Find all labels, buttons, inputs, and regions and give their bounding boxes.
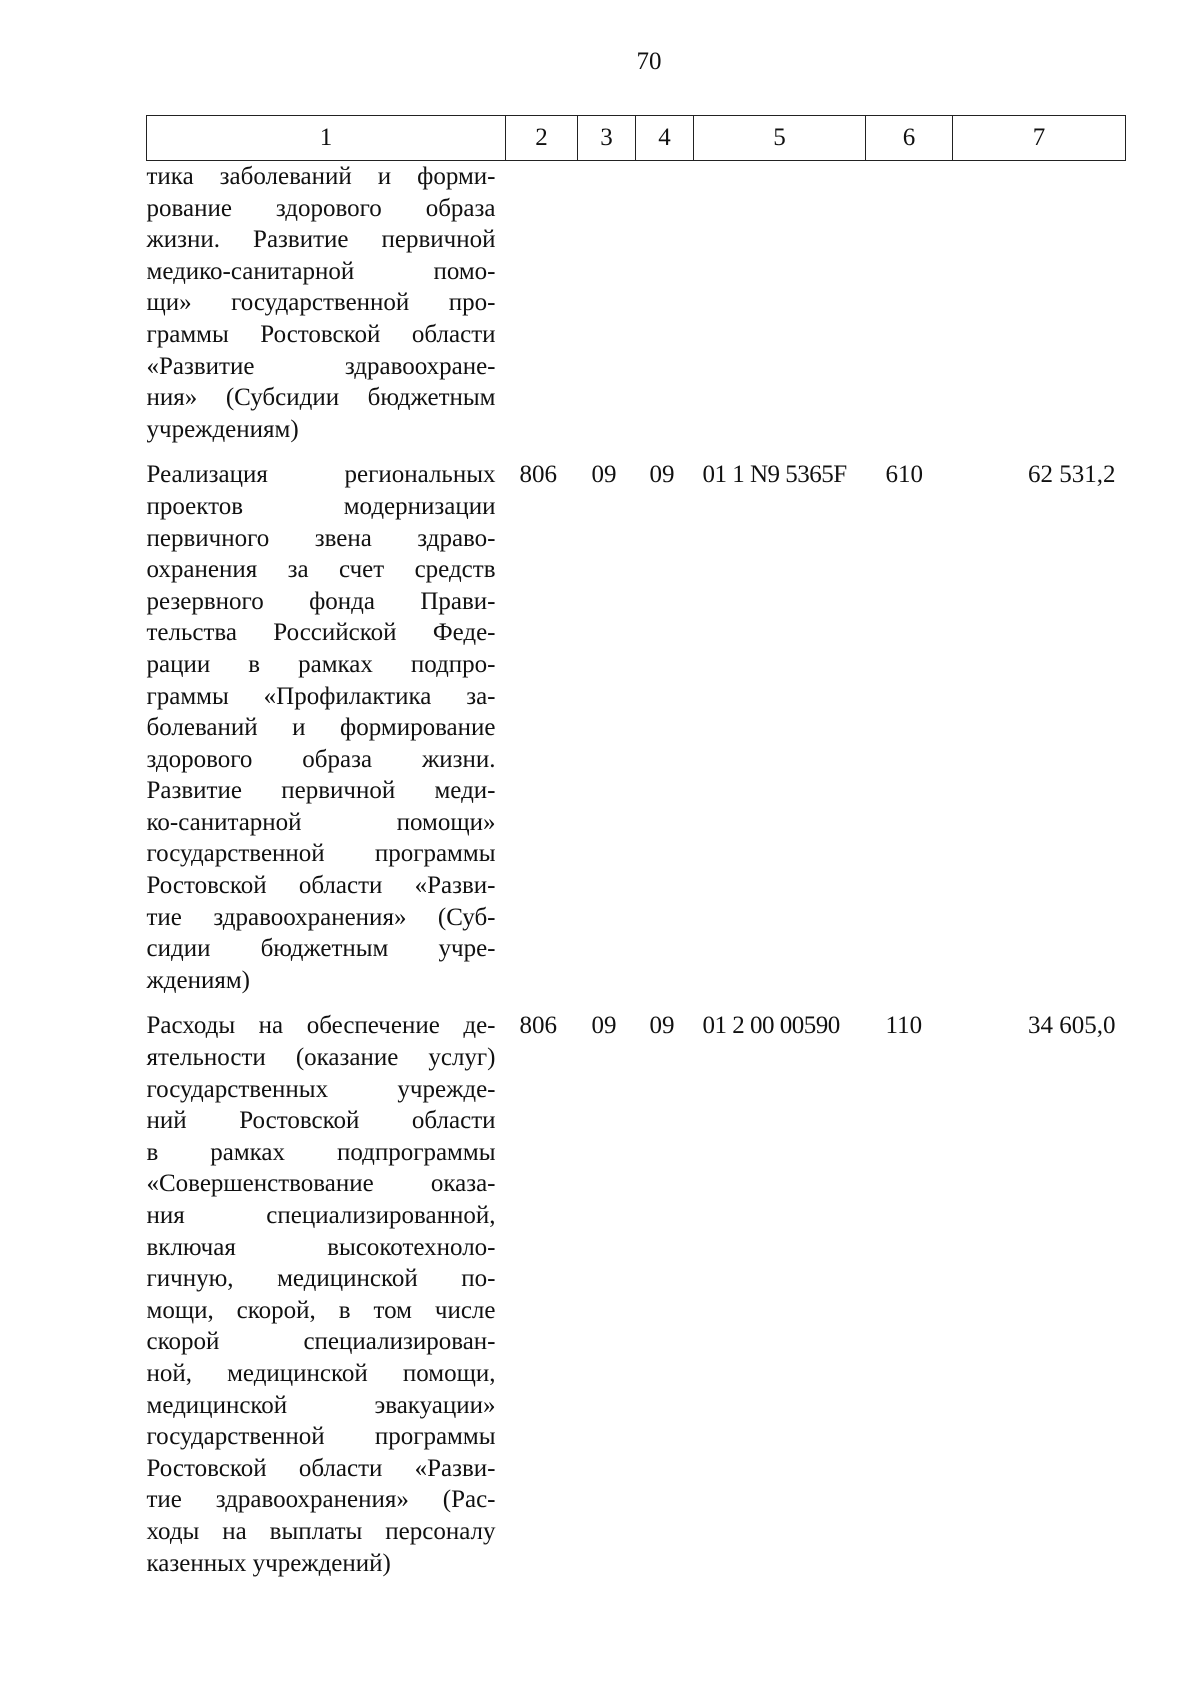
description-line: здорового образа жизни. (146, 745, 496, 773)
description-line: гичную, медицинской по- (146, 1265, 496, 1293)
code-target-article-cell: 01 1 N9 5365F (702, 461, 847, 489)
code-section-cell (578, 161, 636, 460)
header-cell-2: 2 (506, 116, 578, 161)
description-line: тельства Российской Феде- (146, 619, 496, 647)
amount-cell (953, 161, 1126, 460)
row-description (147, 1010, 506, 1593)
row-description (147, 459, 506, 1010)
description-line: учреждениям) (146, 415, 299, 443)
code-expense-type-cell: 110 (885, 1012, 923, 1040)
description-line: Ростовской области «Разви- (146, 872, 496, 900)
description-line: щи» государственной про- (146, 289, 496, 317)
description-line: Расходы на обеспечение де- (146, 1012, 496, 1040)
description-line: ждениям) (146, 966, 250, 994)
code-subsection-cell (636, 161, 694, 460)
header-cell-5: 5 (694, 116, 866, 161)
description-line: ний Ростовской области (146, 1107, 496, 1135)
header-cell-7: 7 (953, 116, 1126, 161)
description-line: в рамках подпрограммы (146, 1138, 496, 1166)
description-line: рование здорового образа (146, 194, 496, 222)
description-line: «Развитие здравоохране- (146, 352, 496, 380)
description-line: болеваний и формирование (146, 714, 496, 742)
description-line: проектов модернизации (146, 492, 496, 520)
header-cell-6: 6 (866, 116, 953, 161)
description-line: тие здравоохранения» (Суб- (146, 903, 496, 931)
description-line: включая высокотехноло- (146, 1233, 496, 1261)
code-target-article-cell (694, 161, 866, 460)
code-subsection-cell: 09 (649, 461, 675, 489)
description-line: ной, медицинской помощи, (146, 1359, 496, 1387)
code-ministry-cell (506, 161, 578, 460)
description-line: тика заболеваний и форми- (146, 163, 496, 190)
code-expense-type-cell: 610 (885, 461, 923, 489)
description-line: скорой специализирован- (146, 1328, 496, 1356)
description-line: Развитие первичной меди- (146, 777, 496, 805)
description-line: сидии бюджетным учре- (146, 935, 496, 963)
description-line: резервного фонда Прави- (146, 587, 496, 615)
description-line: медицинской эвакуации» (146, 1391, 496, 1419)
table-row (147, 459, 1126, 1010)
table-row (147, 161, 1126, 460)
code-expense-type-cell (866, 161, 953, 460)
code-subsection-cell: 09 (649, 1012, 675, 1040)
table-row (147, 1010, 1126, 1593)
header-row (147, 116, 1126, 161)
code-section-cell: 09 (591, 1012, 617, 1040)
description-line: ния» (Субсидии бюджетным (146, 384, 496, 412)
amount-cell: 34 605,0 (1028, 1012, 1116, 1040)
page-number: 70 (636, 48, 662, 75)
description-line: тие здравоохранения» (Рас- (146, 1486, 496, 1514)
description-line: охранения за счет средств (146, 556, 496, 584)
header-cell-4: 4 (636, 116, 694, 161)
description-line: ходы на выплаты персоналу (146, 1517, 496, 1545)
description-line: мощи, скорой, в том числе (146, 1296, 496, 1324)
description-line: государственной программы (146, 840, 496, 868)
code-target-article-cell: 01 2 00 00590 (702, 1012, 840, 1040)
header-cell-1: 1 (147, 116, 506, 161)
description-line: государственных учрежде- (146, 1075, 496, 1103)
description-line: жизни. Развитие первичной (146, 226, 496, 254)
row-description (147, 161, 506, 460)
code-ministry-cell: 806 (519, 1012, 557, 1040)
amount-cell: 62 531,2 (1028, 461, 1116, 489)
table-header (147, 116, 1126, 161)
code-ministry-cell: 806 (519, 461, 557, 489)
description-line: Ростовской области «Разви- (146, 1454, 496, 1482)
description-line: граммы Ростовской области (146, 320, 496, 348)
budget-table (146, 115, 1126, 1593)
code-section-cell: 09 (591, 461, 617, 489)
description-line: граммы «Профилактика за- (146, 682, 496, 710)
description-line: казенных учреждений) (146, 1549, 391, 1577)
description-line: медико-санитарной помо- (146, 257, 496, 285)
description-line: Реализация региональных (146, 461, 496, 489)
description-line: первичного звена здраво- (146, 524, 496, 552)
description-line: государственной программы (146, 1423, 496, 1451)
description-line: рации в рамках подпро- (146, 650, 496, 678)
header-cell-3: 3 (578, 116, 636, 161)
table-body (147, 161, 1126, 1594)
description-line: «Совершенствование оказа- (146, 1170, 496, 1198)
description-line: ния специализированной, (146, 1202, 496, 1229)
description-line: ятельности (оказание услуг) (146, 1044, 496, 1072)
description-line: ко-санитарной помощи» (146, 808, 496, 836)
